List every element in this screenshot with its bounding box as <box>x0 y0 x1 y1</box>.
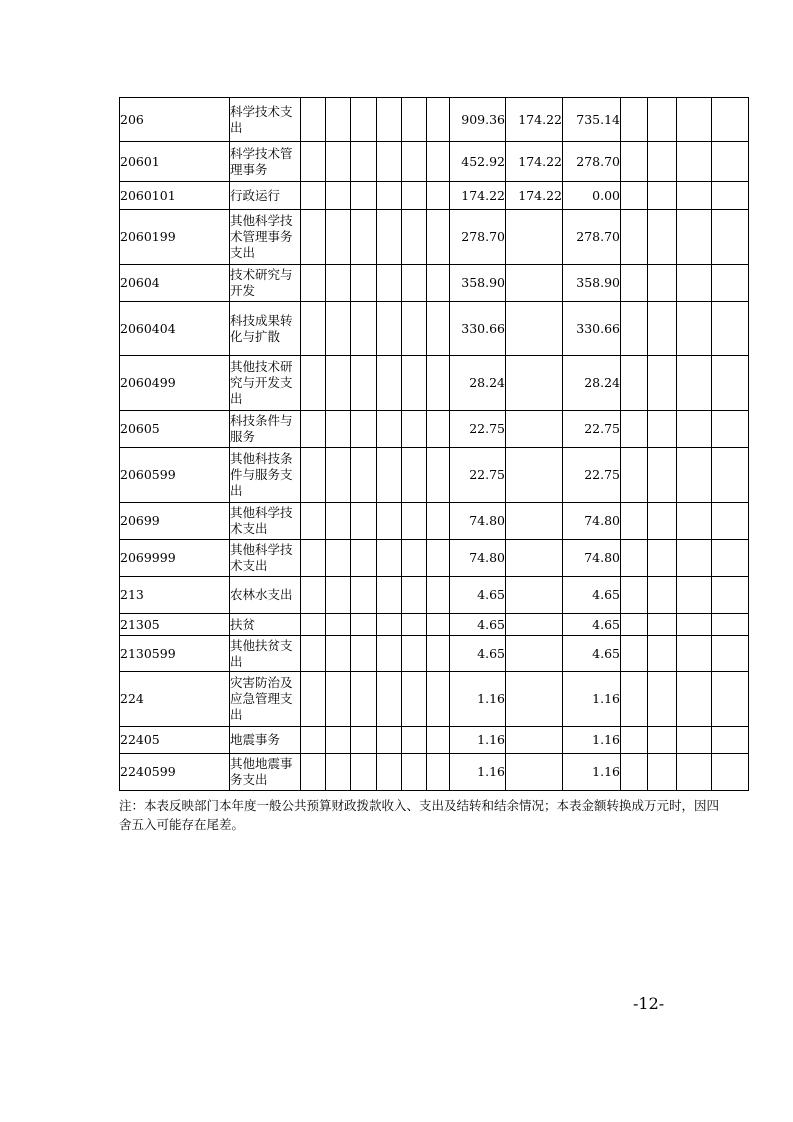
table-row <box>120 577 749 614</box>
subject-name-cell: 农林水支出 <box>230 577 301 614</box>
empty-cell <box>402 672 427 727</box>
basic-expenditure-cell: 174.22 <box>506 142 563 182</box>
total-cell: 330.66 <box>450 302 506 356</box>
empty-cell <box>712 356 749 411</box>
empty-cell <box>326 182 351 210</box>
empty-cell <box>677 448 712 503</box>
empty-cell <box>402 142 427 182</box>
basic-expenditure-cell <box>506 448 563 503</box>
empty-cell <box>712 210 749 265</box>
empty-cell <box>712 302 749 356</box>
table-row <box>120 142 749 182</box>
basic-expenditure-cell <box>506 302 563 356</box>
empty-cell <box>326 98 351 142</box>
empty-cell <box>326 503 351 540</box>
empty-cell <box>377 411 402 448</box>
total-cell: 1.16 <box>450 727 506 754</box>
table-row <box>120 265 749 302</box>
empty-cell <box>648 448 677 503</box>
empty-cell <box>677 636 712 672</box>
empty-cell <box>326 754 351 791</box>
table-row <box>120 302 749 356</box>
empty-cell <box>402 182 427 210</box>
empty-cell <box>648 727 677 754</box>
empty-cell <box>377 302 402 356</box>
empty-cell <box>677 302 712 356</box>
empty-cell <box>712 540 749 577</box>
subject-name-cell: 行政运行 <box>230 182 301 210</box>
empty-cell <box>712 448 749 503</box>
subject-name-cell: 地震事务 <box>230 727 301 754</box>
empty-cell <box>377 577 402 614</box>
table-row <box>120 182 749 210</box>
empty-cell <box>301 265 326 302</box>
empty-cell <box>648 672 677 727</box>
total-cell: 28.24 <box>450 356 506 411</box>
basic-expenditure-cell <box>506 210 563 265</box>
project-expenditure-cell: 1.16 <box>563 754 621 791</box>
empty-cell <box>427 356 450 411</box>
empty-cell <box>712 636 749 672</box>
empty-cell <box>377 142 402 182</box>
total-cell: 4.65 <box>450 636 506 672</box>
empty-cell <box>677 672 712 727</box>
subject-code-cell: 206 <box>120 98 230 142</box>
empty-cell <box>427 614 450 636</box>
empty-cell <box>301 754 326 791</box>
empty-cell <box>648 98 677 142</box>
subject-code-cell: 213 <box>120 577 230 614</box>
project-expenditure-cell: 4.65 <box>563 614 621 636</box>
empty-cell <box>648 636 677 672</box>
project-expenditure-cell: 74.80 <box>563 503 621 540</box>
project-expenditure-cell: 22.75 <box>563 448 621 503</box>
table-row <box>120 540 749 577</box>
empty-cell <box>301 210 326 265</box>
empty-cell <box>621 577 648 614</box>
project-expenditure-cell: 4.65 <box>563 577 621 614</box>
empty-cell <box>351 577 377 614</box>
total-cell: 1.16 <box>450 672 506 727</box>
empty-cell <box>648 142 677 182</box>
subject-code-cell: 22405 <box>120 727 230 754</box>
empty-cell <box>427 210 450 265</box>
empty-cell <box>621 210 648 265</box>
empty-cell <box>351 614 377 636</box>
basic-expenditure-cell <box>506 356 563 411</box>
empty-cell <box>351 265 377 302</box>
total-cell: 22.75 <box>450 411 506 448</box>
table-row <box>120 503 749 540</box>
empty-cell <box>301 540 326 577</box>
empty-cell <box>351 210 377 265</box>
empty-cell <box>402 636 427 672</box>
empty-cell <box>351 540 377 577</box>
subject-code-cell: 2130599 <box>120 636 230 672</box>
empty-cell <box>301 503 326 540</box>
empty-cell <box>402 265 427 302</box>
total-cell: 74.80 <box>450 503 506 540</box>
project-expenditure-cell: 22.75 <box>563 411 621 448</box>
empty-cell <box>712 182 749 210</box>
empty-cell <box>427 265 450 302</box>
empty-cell <box>621 142 648 182</box>
empty-cell <box>402 727 427 754</box>
subject-name-cell: 其他科学技术管理事务支出 <box>230 210 301 265</box>
empty-cell <box>677 503 712 540</box>
empty-cell <box>326 727 351 754</box>
empty-cell <box>621 448 648 503</box>
subject-name-cell: 科学技术支出 <box>230 98 301 142</box>
subject-code-cell: 2060101 <box>120 182 230 210</box>
empty-cell <box>402 448 427 503</box>
subject-code-cell: 224 <box>120 672 230 727</box>
empty-cell <box>648 411 677 448</box>
empty-cell <box>301 411 326 448</box>
empty-cell <box>648 182 677 210</box>
empty-cell <box>621 182 648 210</box>
empty-cell <box>677 411 712 448</box>
empty-cell <box>326 672 351 727</box>
page-number: -12- <box>633 994 665 1013</box>
empty-cell <box>712 265 749 302</box>
empty-cell <box>621 265 648 302</box>
empty-cell <box>677 98 712 142</box>
total-cell: 174.22 <box>450 182 506 210</box>
subject-code-cell: 2060404 <box>120 302 230 356</box>
project-expenditure-cell: 278.70 <box>563 142 621 182</box>
table-row <box>120 448 749 503</box>
empty-cell <box>402 210 427 265</box>
basic-expenditure-cell <box>506 754 563 791</box>
empty-cell <box>326 614 351 636</box>
empty-cell <box>621 540 648 577</box>
empty-cell <box>377 503 402 540</box>
empty-cell <box>326 142 351 182</box>
empty-cell <box>402 503 427 540</box>
empty-cell <box>677 727 712 754</box>
empty-cell <box>677 614 712 636</box>
empty-cell <box>621 754 648 791</box>
empty-cell <box>648 265 677 302</box>
subject-code-cell: 21305 <box>120 614 230 636</box>
empty-cell <box>351 636 377 672</box>
empty-cell <box>621 302 648 356</box>
empty-cell <box>377 448 402 503</box>
basic-expenditure-cell: 174.22 <box>506 182 563 210</box>
empty-cell <box>351 672 377 727</box>
empty-cell <box>326 448 351 503</box>
empty-cell <box>648 754 677 791</box>
empty-cell <box>712 98 749 142</box>
empty-cell <box>427 727 450 754</box>
subject-name-cell: 科学技术管理事务 <box>230 142 301 182</box>
empty-cell <box>402 356 427 411</box>
empty-cell <box>621 614 648 636</box>
empty-cell <box>677 265 712 302</box>
empty-cell <box>648 540 677 577</box>
empty-cell <box>377 636 402 672</box>
empty-cell <box>402 411 427 448</box>
empty-cell <box>326 265 351 302</box>
empty-cell <box>377 672 402 727</box>
table-row <box>120 356 749 411</box>
empty-cell <box>377 614 402 636</box>
empty-cell <box>351 727 377 754</box>
empty-cell <box>427 302 450 356</box>
table-row <box>120 98 749 142</box>
subject-name-cell: 其他技术研究与开发支出 <box>230 356 301 411</box>
empty-cell <box>351 754 377 791</box>
basic-expenditure-cell <box>506 672 563 727</box>
empty-cell <box>677 182 712 210</box>
empty-cell <box>712 577 749 614</box>
project-expenditure-cell: 4.65 <box>563 636 621 672</box>
empty-cell <box>648 577 677 614</box>
empty-cell <box>351 448 377 503</box>
empty-cell <box>712 754 749 791</box>
empty-cell <box>326 411 351 448</box>
empty-cell <box>621 727 648 754</box>
empty-cell <box>402 98 427 142</box>
empty-cell <box>402 614 427 636</box>
empty-cell <box>326 577 351 614</box>
basic-expenditure-cell <box>506 503 563 540</box>
empty-cell <box>621 356 648 411</box>
empty-cell <box>377 98 402 142</box>
subject-name-cell: 其他科学技术支出 <box>230 540 301 577</box>
empty-cell <box>377 754 402 791</box>
subject-code-cell: 20699 <box>120 503 230 540</box>
empty-cell <box>377 540 402 577</box>
total-cell: 278.70 <box>450 210 506 265</box>
empty-cell <box>402 302 427 356</box>
empty-cell <box>351 356 377 411</box>
empty-cell <box>621 98 648 142</box>
table-row <box>120 411 749 448</box>
subject-name-cell: 灾害防治及应急管理支出 <box>230 672 301 727</box>
project-expenditure-cell: 330.66 <box>563 302 621 356</box>
empty-cell <box>301 614 326 636</box>
empty-cell <box>427 636 450 672</box>
empty-cell <box>648 302 677 356</box>
empty-cell <box>427 411 450 448</box>
empty-cell <box>377 210 402 265</box>
empty-cell <box>712 411 749 448</box>
empty-cell <box>621 503 648 540</box>
subject-code-cell: 2060199 <box>120 210 230 265</box>
empty-cell <box>648 356 677 411</box>
empty-cell <box>621 672 648 727</box>
empty-cell <box>377 356 402 411</box>
project-expenditure-cell: 74.80 <box>563 540 621 577</box>
empty-cell <box>301 142 326 182</box>
table-note: 注：本表反映部门本年度一般公共预算财政拨款收入、支出及结转和结余情况；本表金额转换成万元时，因四舍五入可能存在尾差。 <box>119 798 720 832</box>
empty-cell <box>301 302 326 356</box>
basic-expenditure-cell <box>506 727 563 754</box>
empty-cell <box>301 98 326 142</box>
empty-cell <box>326 636 351 672</box>
empty-cell <box>621 411 648 448</box>
empty-cell <box>301 577 326 614</box>
total-cell: 1.16 <box>450 754 506 791</box>
basic-expenditure-cell <box>506 636 563 672</box>
empty-cell <box>677 754 712 791</box>
empty-cell <box>377 727 402 754</box>
table-body <box>120 98 749 791</box>
empty-cell <box>648 503 677 540</box>
empty-cell <box>427 540 450 577</box>
total-cell: 22.75 <box>450 448 506 503</box>
subject-code-cell: 20604 <box>120 265 230 302</box>
total-cell: 358.90 <box>450 265 506 302</box>
empty-cell <box>351 182 377 210</box>
empty-cell <box>377 265 402 302</box>
empty-cell <box>326 302 351 356</box>
subject-name-cell: 扶贫 <box>230 614 301 636</box>
total-cell: 4.65 <box>450 577 506 614</box>
basic-expenditure-cell <box>506 577 563 614</box>
total-cell: 909.36 <box>450 98 506 142</box>
empty-cell <box>648 210 677 265</box>
subject-name-cell: 其他科学技术支出 <box>230 503 301 540</box>
subject-name-cell: 其他扶贫支出 <box>230 636 301 672</box>
subject-code-cell: 20605 <box>120 411 230 448</box>
project-expenditure-cell: 358.90 <box>563 265 621 302</box>
subject-name-cell: 其他地震事务支出 <box>230 754 301 791</box>
empty-cell <box>351 503 377 540</box>
project-expenditure-cell: 1.16 <box>563 727 621 754</box>
table-row <box>120 636 749 672</box>
total-cell: 452.92 <box>450 142 506 182</box>
subject-code-cell: 2060499 <box>120 356 230 411</box>
empty-cell <box>301 672 326 727</box>
empty-cell <box>677 356 712 411</box>
empty-cell <box>677 142 712 182</box>
table-row <box>120 614 749 636</box>
empty-cell <box>326 356 351 411</box>
empty-cell <box>427 577 450 614</box>
empty-cell <box>712 142 749 182</box>
project-expenditure-cell: 278.70 <box>563 210 621 265</box>
table-row <box>120 672 749 727</box>
basic-expenditure-cell <box>506 540 563 577</box>
subject-name-cell: 科技成果转化与扩散 <box>230 302 301 356</box>
empty-cell <box>621 636 648 672</box>
basic-expenditure-cell <box>506 614 563 636</box>
subject-code-cell: 2240599 <box>120 754 230 791</box>
empty-cell <box>677 577 712 614</box>
empty-cell <box>301 636 326 672</box>
basic-expenditure-cell <box>506 411 563 448</box>
empty-cell <box>326 540 351 577</box>
empty-cell <box>712 727 749 754</box>
project-expenditure-cell: 0.00 <box>563 182 621 210</box>
empty-cell <box>427 672 450 727</box>
basic-expenditure-cell <box>506 265 563 302</box>
empty-cell <box>427 503 450 540</box>
empty-cell <box>351 98 377 142</box>
subject-code-cell: 20601 <box>120 142 230 182</box>
subject-name-cell: 科技条件与服务 <box>230 411 301 448</box>
empty-cell <box>712 503 749 540</box>
empty-cell <box>427 142 450 182</box>
empty-cell <box>648 614 677 636</box>
empty-cell <box>351 411 377 448</box>
empty-cell <box>402 577 427 614</box>
budget-table <box>119 97 749 791</box>
empty-cell <box>301 448 326 503</box>
subject-code-cell: 2069999 <box>120 540 230 577</box>
subject-code-cell: 2060599 <box>120 448 230 503</box>
empty-cell <box>677 210 712 265</box>
table-row <box>120 210 749 265</box>
subject-name-cell: 技术研究与开发 <box>230 265 301 302</box>
empty-cell <box>427 448 450 503</box>
empty-cell <box>427 98 450 142</box>
total-cell: 4.65 <box>450 614 506 636</box>
empty-cell <box>402 540 427 577</box>
table-row <box>120 727 749 754</box>
project-expenditure-cell: 1.16 <box>563 672 621 727</box>
project-expenditure-cell: 735.14 <box>563 98 621 142</box>
empty-cell <box>351 302 377 356</box>
empty-cell <box>301 356 326 411</box>
empty-cell <box>402 754 427 791</box>
empty-cell <box>427 754 450 791</box>
empty-cell <box>427 182 450 210</box>
empty-cell <box>351 142 377 182</box>
basic-expenditure-cell: 174.22 <box>506 98 563 142</box>
table-row <box>120 754 749 791</box>
empty-cell <box>712 672 749 727</box>
empty-cell <box>712 614 749 636</box>
empty-cell <box>677 540 712 577</box>
empty-cell <box>301 182 326 210</box>
total-cell: 74.80 <box>450 540 506 577</box>
empty-cell <box>326 210 351 265</box>
project-expenditure-cell: 28.24 <box>563 356 621 411</box>
empty-cell <box>377 182 402 210</box>
subject-name-cell: 其他科技条件与服务支出 <box>230 448 301 503</box>
empty-cell <box>301 727 326 754</box>
